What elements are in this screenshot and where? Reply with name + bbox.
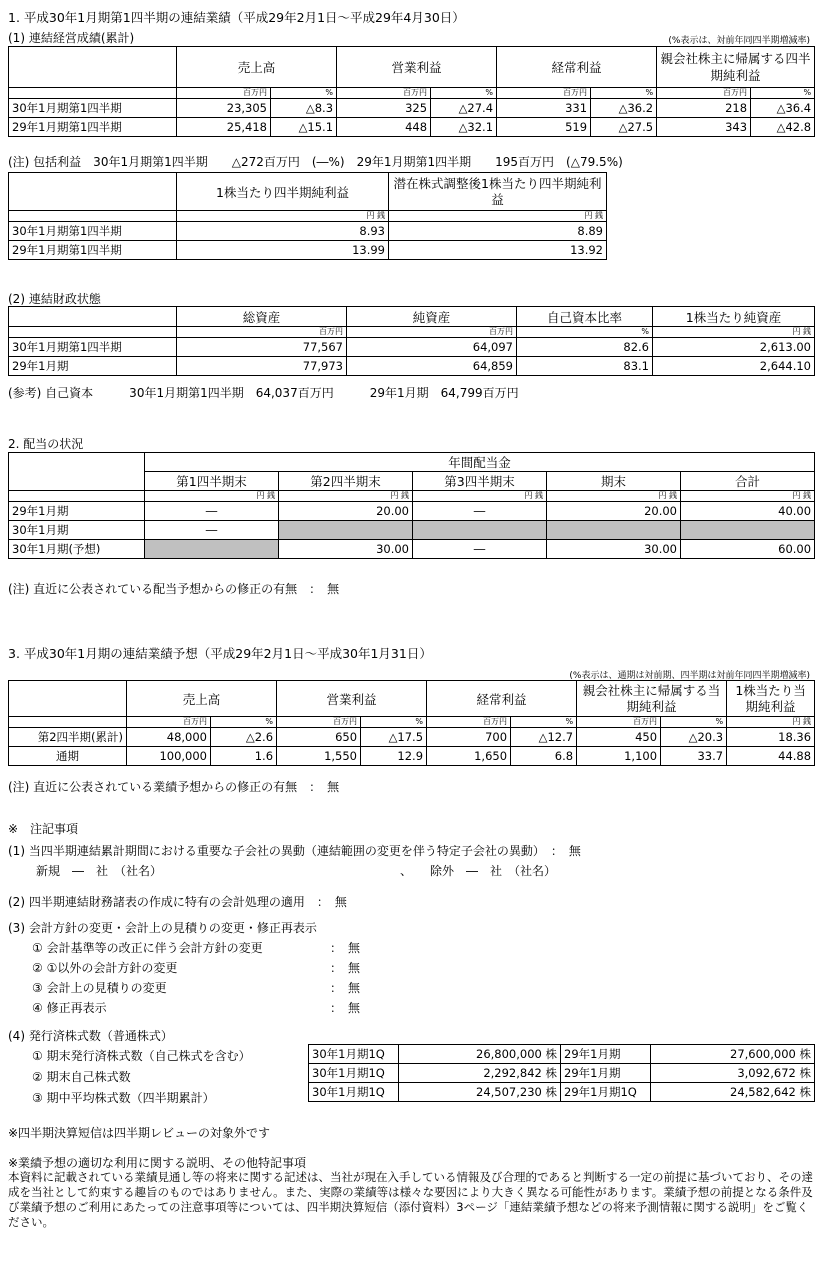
cell: 33.7 — [661, 747, 727, 766]
cell: 30年1月期1Q — [309, 1083, 399, 1102]
unit: 円 銭 — [727, 717, 815, 728]
cell: 48,000 — [127, 728, 211, 747]
dividends-title: 2. 配当の状況 — [8, 437, 84, 451]
section1-title: 1. 平成30年1月期第1四半期の連結業績（平成29年2月1日～平成29年4月30日） — [8, 10, 465, 25]
cell: 30.00 — [279, 540, 413, 559]
empty-header-cell — [9, 453, 145, 491]
unit: 円 銭 — [145, 491, 279, 502]
unit: 円 銭 — [279, 491, 413, 502]
review-note: ※四半期決算短信は四半期レビューの対象外です — [8, 1126, 271, 1140]
cell: 450 — [577, 728, 661, 747]
notes-title: ※ 注記事項 — [8, 822, 79, 836]
cell: 13.99 — [177, 241, 389, 260]
table-row — [9, 222, 607, 241]
row-label: 30年1月期第1四半期 — [9, 222, 177, 241]
note-accounting-changes: (3) 会計方針の変更・会計上の見積りの変更・修正再表示 — [8, 921, 317, 935]
col-ordinary-income: 経常利益 — [497, 47, 657, 88]
shaded-cell — [145, 540, 279, 559]
row-label: 29年1月期 — [9, 502, 145, 521]
unit: % — [271, 88, 337, 99]
cell: 3,092,672 株 — [651, 1064, 815, 1083]
forecast-table — [8, 680, 815, 766]
col-q1-end: 第1四半期末 — [145, 472, 279, 491]
cell: 82.6 — [517, 338, 653, 357]
table-row — [309, 1083, 815, 1102]
col-operating-income: 営業利益 — [337, 47, 497, 88]
col-net-income: 親会社株主に帰属する四半期純利益 — [657, 47, 815, 88]
col-sales: 売上高 — [127, 681, 277, 717]
shaded-cell — [681, 521, 815, 540]
cell: △42.8 — [751, 118, 815, 137]
empty-header-cell — [9, 173, 177, 211]
col-eps: 1株当たり四半期純利益 — [177, 173, 389, 211]
cell: 20.00 — [279, 502, 413, 521]
cell: 343 — [657, 118, 751, 137]
list-item: ③ 会計上の見積りの変更 — [32, 981, 167, 995]
unit: % — [661, 717, 727, 728]
cell: 2,644.10 — [653, 357, 815, 376]
cell: △8.3 — [271, 99, 337, 118]
unit: 百万円 — [177, 88, 271, 99]
unit: % — [431, 88, 497, 99]
section1-note: (%表示は、対前年同四半期増減率) — [668, 36, 810, 46]
cell: △32.1 — [431, 118, 497, 137]
table-row — [9, 540, 815, 559]
cell: 1,650 — [427, 747, 511, 766]
comprehensive-income-note: (注) 包括利益 30年1月期第1四半期 △272百万円 (―%) 29年1月期第1四半期 195百万円 (△79.5%) — [8, 155, 623, 169]
cell: 64,859 — [347, 357, 517, 376]
unit: 円 銭 — [389, 211, 607, 222]
col-net-income: 親会社株主に帰属する当期純利益 — [577, 681, 727, 717]
unit: % — [751, 88, 815, 99]
cell: 23,305 — [177, 99, 271, 118]
shaded-cell — [279, 521, 413, 540]
row-label: 29年1月期第1四半期 — [9, 118, 177, 137]
unit: 百万円 — [177, 327, 347, 338]
cell: ― — [413, 540, 547, 559]
unit: % — [511, 717, 577, 728]
col-equity-ratio: 自己資本比率 — [517, 307, 653, 327]
row-label: 第2四半期(累計) — [9, 728, 127, 747]
cell: 29年1月期 — [561, 1045, 651, 1064]
table-row — [9, 357, 815, 376]
cell: ― — [145, 502, 279, 521]
row-label: 30年1月期第1四半期 — [9, 338, 177, 357]
cell: 29年1月期1Q — [561, 1083, 651, 1102]
unit: 百万円 — [337, 88, 431, 99]
forecast-usage-body: 本資料に記載されている業績見通し等の将来に関する記述は、当社が現在入手している情報及び合理的であると判断する一定の前提に基づいており、その達成を当社として約束する趣旨のものではありません。また、実際の業績等は様々な要因により大きく異なる可能性があります。業績予想の前提となる条件及び業績予想のご利用にあたっての注意事項等については、四半期決算短信（添付資料）3ページ「連結業績予想などの将来予測情報に関する説明」をご覧ください。 — [8, 1170, 813, 1229]
cell: △12.7 — [511, 728, 577, 747]
cell: 18.36 — [727, 728, 815, 747]
shaded-cell — [413, 521, 547, 540]
cell: 60.00 — [681, 540, 815, 559]
cell: 77,567 — [177, 338, 347, 357]
annual-dividend-header: 年間配当金 — [145, 453, 815, 472]
cell: 30.00 — [547, 540, 681, 559]
cell: 26,800,000 株 — [399, 1045, 561, 1064]
cell: 24,507,230 株 — [399, 1083, 561, 1102]
list-item: ② ①以外の会計方針の変更 — [32, 961, 178, 975]
cell: 1,100 — [577, 747, 661, 766]
empty-header-cell — [9, 307, 177, 327]
cell: 77,973 — [177, 357, 347, 376]
forecast-revision-note: (注) 直近に公表されている業績予想からの修正の有無 ： 無 — [8, 780, 340, 794]
unit: % — [517, 327, 653, 338]
dividend-revision-note: (注) 直近に公表されている配当予想からの修正の有無 ： 無 — [8, 582, 340, 596]
list-item: ③ 期中平均株式数（四半期累計） — [32, 1091, 215, 1105]
col-total-assets: 総資産 — [177, 307, 347, 327]
unit: 円 銭 — [177, 211, 389, 222]
note-subsidiaries: (1) 当四半期連結累計期間における重要な子会社の異動（連結範囲の変更を伴う特定子会社の異動） ： 無 — [8, 844, 581, 858]
cell: 44.88 — [727, 747, 815, 766]
cell: △17.5 — [361, 728, 427, 747]
cell: 40.00 — [681, 502, 815, 521]
shares-table — [308, 1044, 815, 1102]
cell: 64,097 — [347, 338, 517, 357]
col-net-assets: 純資産 — [347, 307, 517, 327]
equity-reference: (参考) 自己資本 30年1月期第1四半期 64,037百万円 29年1月期 64,799百万円 — [8, 386, 519, 400]
note-special-accounting: (2) 四半期連結財務諸表の作成に特有の会計処理の適用 ： 無 — [8, 895, 347, 909]
cell: △36.2 — [591, 99, 657, 118]
cell: 8.93 — [177, 222, 389, 241]
cell: 448 — [337, 118, 431, 137]
unit: % — [361, 717, 427, 728]
unit: 百万円 — [347, 327, 517, 338]
row-label: 30年1月期第1四半期 — [9, 99, 177, 118]
list-item-value: ： 無 — [330, 981, 361, 995]
row-label: 29年1月期第1四半期 — [9, 241, 177, 260]
cell: 13.92 — [389, 241, 607, 260]
cell: ― — [145, 521, 279, 540]
cell: 2,292,842 株 — [399, 1064, 561, 1083]
operating-results-table — [8, 46, 815, 137]
table-row — [9, 747, 815, 766]
list-item-value: ： 無 — [330, 1001, 361, 1015]
unit: % — [591, 88, 657, 99]
list-item: ① 期末発行済株式数（自己株式を含む） — [32, 1049, 251, 1063]
cell: 1,550 — [277, 747, 361, 766]
table-row — [309, 1064, 815, 1083]
cell: 6.8 — [511, 747, 577, 766]
cell: 27,600,000 株 — [651, 1045, 815, 1064]
cell: 1.6 — [211, 747, 277, 766]
cell: 331 — [497, 99, 591, 118]
cell: 8.89 — [389, 222, 607, 241]
table-row — [9, 99, 815, 118]
cell: △2.6 — [211, 728, 277, 747]
cell: 100,000 — [127, 747, 211, 766]
cell: ― — [413, 502, 547, 521]
col-total: 合計 — [681, 472, 815, 491]
col-ordinary-income: 経常利益 — [427, 681, 577, 717]
cell: 30年1月期1Q — [309, 1045, 399, 1064]
unit: 円 銭 — [413, 491, 547, 502]
cell: 325 — [337, 99, 431, 118]
unit: 円 銭 — [681, 491, 815, 502]
row-label: 30年1月期(予想) — [9, 540, 145, 559]
forecast-note: (%表示は、通期は対前期、四半期は対前年同四半期増減率) — [569, 671, 810, 681]
cell: 25,418 — [177, 118, 271, 137]
empty-header-cell — [9, 681, 127, 717]
list-item-value: ： 無 — [330, 961, 361, 975]
cell: 29年1月期 — [561, 1064, 651, 1083]
cell: △20.3 — [661, 728, 727, 747]
col-eps: 1株当たり当期純利益 — [727, 681, 815, 717]
list-item: ② 期末自己株式数 — [32, 1070, 131, 1084]
note-excluded-subsidiaries: 、 除外 ― 社 （社名） — [400, 864, 557, 878]
col-bps: 1株当たり純資産 — [653, 307, 815, 327]
cell: 30年1月期1Q — [309, 1064, 399, 1083]
col-sales: 売上高 — [177, 47, 337, 88]
section2-subtitle: (2) 連結財政状態 — [8, 292, 101, 306]
unit: 百万円 — [497, 88, 591, 99]
table-row — [9, 521, 815, 540]
cell: △27.5 — [591, 118, 657, 137]
shaded-cell — [547, 521, 681, 540]
table-row — [309, 1045, 815, 1064]
table-row — [9, 241, 607, 260]
col-operating-income: 営業利益 — [277, 681, 427, 717]
col-year-end: 期末 — [547, 472, 681, 491]
cell: 83.1 — [517, 357, 653, 376]
col-q2-end: 第2四半期末 — [279, 472, 413, 491]
cell: 218 — [657, 99, 751, 118]
cell: 2,613.00 — [653, 338, 815, 357]
cell: 20.00 — [547, 502, 681, 521]
unit: 百万円 — [277, 717, 361, 728]
row-label: 通期 — [9, 747, 127, 766]
cell: 700 — [427, 728, 511, 747]
forecast-title: 3. 平成30年1月期の連結業績予想（平成29年2月1日～平成30年1月31日） — [8, 646, 432, 661]
cell: 24,582,642 株 — [651, 1083, 815, 1102]
unit: % — [211, 717, 277, 728]
cell: 12.9 — [361, 747, 427, 766]
forecast-usage-title: ※業績予想の適切な利用に関する説明、その他特記事項 — [8, 1156, 307, 1170]
unit: 円 銭 — [547, 491, 681, 502]
cell: 519 — [497, 118, 591, 137]
section1-subtitle: (1) 連結経営成績(累計) — [8, 31, 135, 45]
unit: 百万円 — [127, 717, 211, 728]
cell: △15.1 — [271, 118, 337, 137]
row-label: 30年1月期 — [9, 521, 145, 540]
eps-table — [8, 172, 607, 260]
row-label: 29年1月期 — [9, 357, 177, 376]
dividends-table — [8, 452, 815, 559]
list-item-value: ： 無 — [330, 941, 361, 955]
col-q3-end: 第3四半期末 — [413, 472, 547, 491]
cell: 650 — [277, 728, 361, 747]
unit: 円 銭 — [653, 327, 815, 338]
list-item: ① 会計基準等の改正に伴う会計方針の変更 — [32, 941, 263, 955]
empty-header-cell — [9, 47, 177, 88]
note-shares-title: (4) 発行済株式数（普通株式） — [8, 1029, 173, 1043]
col-diluted-eps: 潜在株式調整後1株当たり四半期純利益 — [389, 173, 607, 211]
table-row — [9, 338, 815, 357]
financial-position-table — [8, 306, 815, 376]
table-row — [9, 118, 815, 137]
cell: △27.4 — [431, 99, 497, 118]
unit: 百万円 — [427, 717, 511, 728]
list-item: ④ 修正再表示 — [32, 1001, 107, 1015]
cell: △36.4 — [751, 99, 815, 118]
table-row — [9, 728, 815, 747]
unit: 百万円 — [577, 717, 661, 728]
table-row — [9, 502, 815, 521]
note-new-subsidiaries: 新規 ― 社 （社名） — [36, 864, 163, 878]
unit: 百万円 — [657, 88, 751, 99]
